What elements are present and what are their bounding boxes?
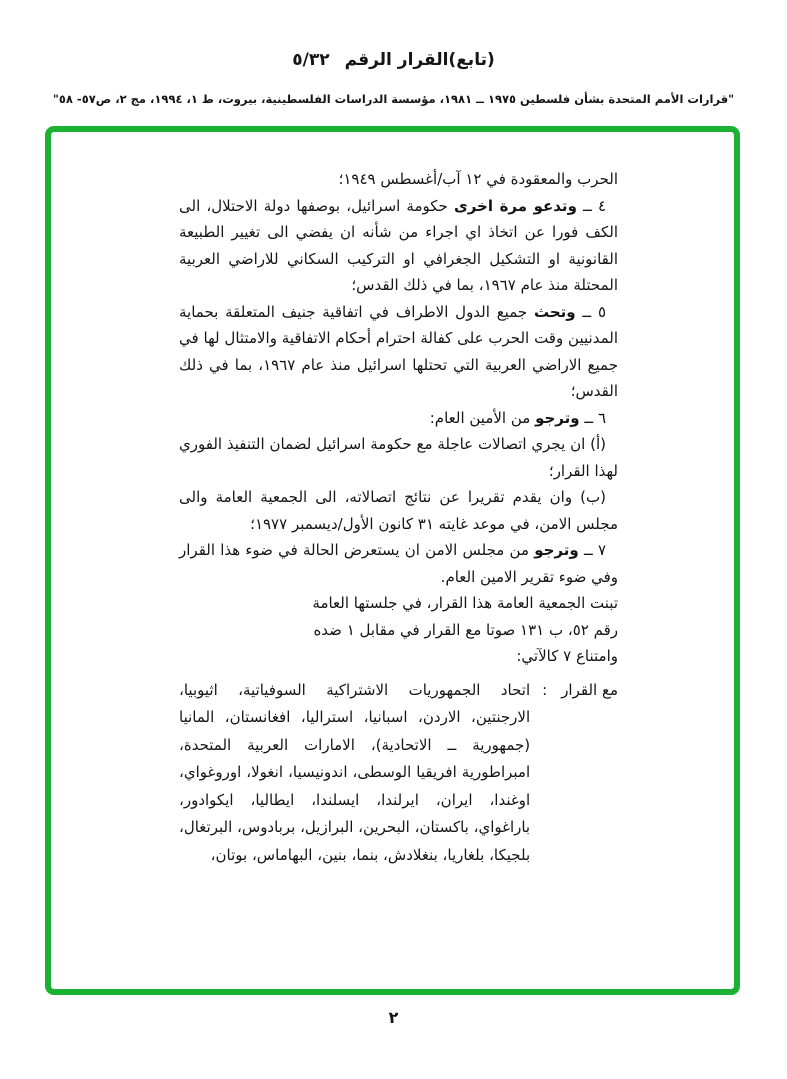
content-highlight-border: [45, 126, 740, 995]
paragraph-6-emphasis: وترجو: [535, 408, 580, 427]
vote-in-favour-row: [179, 677, 618, 870]
header-resolution-title: [0, 50, 787, 70]
header-resolution-title-text: (تابع)القرار الرقم: [344, 50, 495, 70]
paragraph-4-text: حكومة اسرائيل، بوصفها دولة الاحتلال، الى الكف فورا عن اتخاذ اي اجراء من شأنه ان يفضي الى تغيير الطبيعة القانونية او التشكيل الجغرافي او التركيب السكاني للاراضي العربية المحتلة منذ عام ١٩٦٧، بما في ذلك القدس؛: [179, 196, 618, 294]
paragraph-5-number: ٥ ــ: [575, 302, 607, 321]
paragraph-7-text: من مجلس الامن ان يستعرض الحالة في ضوء هذا القرار وفي ضوء تقرير الامين العام.: [179, 541, 618, 586]
paragraph-7-number: ٧ ــ: [578, 541, 607, 559]
page-number: ٢: [388, 1008, 399, 1027]
paragraph-5-text: جميع الدول الاطراف في اتفاقية جنيف المتعلقة بحماية المدنيين وقت الحرب على كفالة احترام أحكام الاتفاقية والامتثال لها في جميع الاراضي العربية التي تحتلها اسرائيل منذ عام ١٩٦٧، بما في ذلك القدس؛: [179, 302, 618, 400]
operative-paragraph-5: [179, 299, 618, 405]
paragraph-5-emphasis: وتحث: [533, 302, 576, 321]
operative-paragraph-6: [179, 405, 618, 432]
paragraph-6-text: من الأمين العام:: [429, 408, 536, 427]
adoption-note: تبنت الجمعية العامة هذا القرار، في جلستها العامة رقم ٥٢، ب ١٣١ صوتا مع القرار في مقابل ١ ضده وامتناع ٧ كالآتي:: [312, 594, 618, 665]
vote-in-favour-countries: اتحاد الجمهوريات الاشتراكية السوفياتية، اثيوبيا، الارجنتين، الاردن، اسبانيا، استراليا، افغانستان، المانيا (جمهورية ــ الاتحادية)، الامارات العربية المتحدة، امبراطورية افريقيا الوسطى، اندونيسيا، انغولا، اوروغواي، اوغندا، ايران، ايرلندا، ايسلندا، ايطاليا، ايكوادور، باراغواي، باكستان، البحرين، البرازيل، بربادوس، البرتغال، بلجيكا، بلغاريا، بنغلادش، بنما، بنين، البهاماس، بوتان،: [179, 680, 531, 864]
resolution-body: [179, 166, 618, 869]
continuation-line: الحرب والمعقودة في ١٢ آب/أغسطس ١٩٤٩؛: [338, 170, 618, 188]
vote-in-favour-label: مع القرار: [561, 680, 618, 699]
subparagraph-a: (أ) ان يجري اتصالات عاجلة مع حكومة اسرائيل لضمان التنفيذ الفوري لهذا القرار؛: [179, 435, 618, 480]
header-resolution-number: ٥/٣٢: [292, 50, 330, 70]
operative-paragraph-7: [179, 537, 618, 590]
subparagraph-b: (ب) وان يقدم تقريرا عن نتائج اتصالاته، الى الجمعية العامة والى مجلس الامن، في موعد غايته ٣١ كانون الأول/ديسمبر ١٩٧٧؛: [179, 488, 618, 533]
header-source-citation: "قرارات الأمم المتحدة بشأن فلسطين ١٩٧٥ ــ ١٩٨١، مؤسسة الدراسات الفلسطينية، بيروت، ط ١، ١٩٩٤، مج ٢، ص٥٧- ٥٨": [52, 92, 735, 106]
paragraph-7-emphasis: وترجو: [534, 541, 579, 559]
paragraph-4-emphasis: وتدعو مرة اخرى: [453, 196, 577, 215]
paragraph-6-number: ٦ ــ: [579, 408, 606, 427]
operative-paragraph-4: [179, 193, 618, 299]
paragraph-4-number: ٤ ــ: [576, 196, 606, 215]
vote-label-colon: :: [542, 680, 548, 699]
